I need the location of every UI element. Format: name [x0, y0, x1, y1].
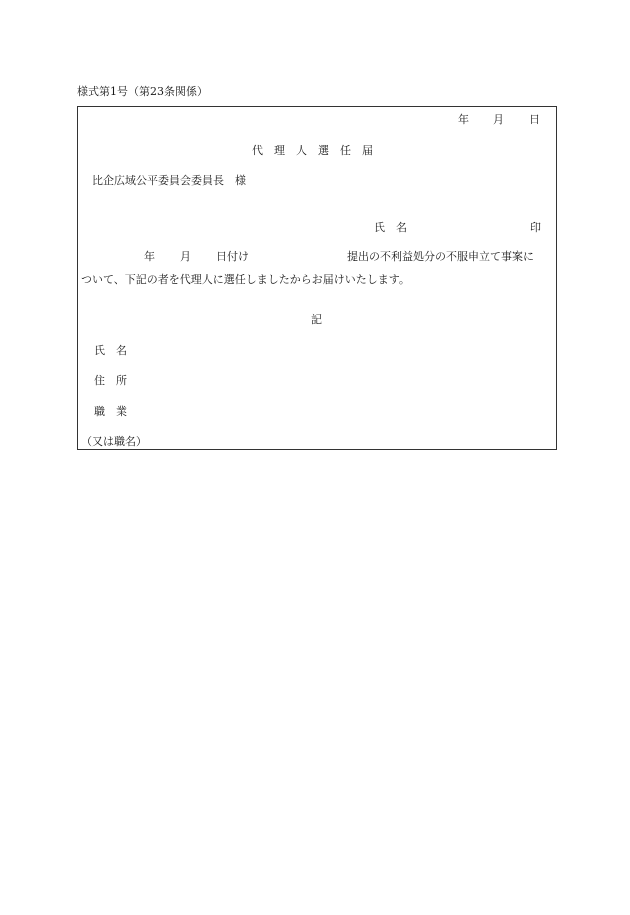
date-month-label: 月 [493, 113, 504, 126]
body-text-line1: 提出の不利益処分の不服申立て事案に [347, 250, 534, 263]
applicant-name-label: 氏 名 [374, 221, 407, 234]
seal-mark: 印 [530, 221, 541, 234]
ki-heading: 記 [311, 313, 322, 326]
agent-name-label: 氏 名 [94, 344, 127, 357]
date-day-label: 日 [529, 113, 540, 126]
form-number-label: 様式第1号（第23条関係） [77, 85, 208, 98]
body-year-label: 年 [144, 250, 155, 263]
date-year-label: 年 [458, 113, 469, 126]
form-title: 代 理 人 選 任 届 [252, 144, 373, 157]
agent-job-title-label: （又は職名） [81, 435, 147, 448]
agent-occupation-label: 職 業 [94, 405, 127, 418]
agent-address-label: 住 所 [94, 374, 127, 387]
body-month-label: 月 [180, 250, 191, 263]
body-text-line2: ついて、下記の者を代理人に選任しましたからお届けいたします。 [81, 273, 410, 286]
body-dated-label: 日付け [216, 250, 249, 263]
addressee: 比企広域公平委員会委員長 様 [92, 174, 246, 187]
